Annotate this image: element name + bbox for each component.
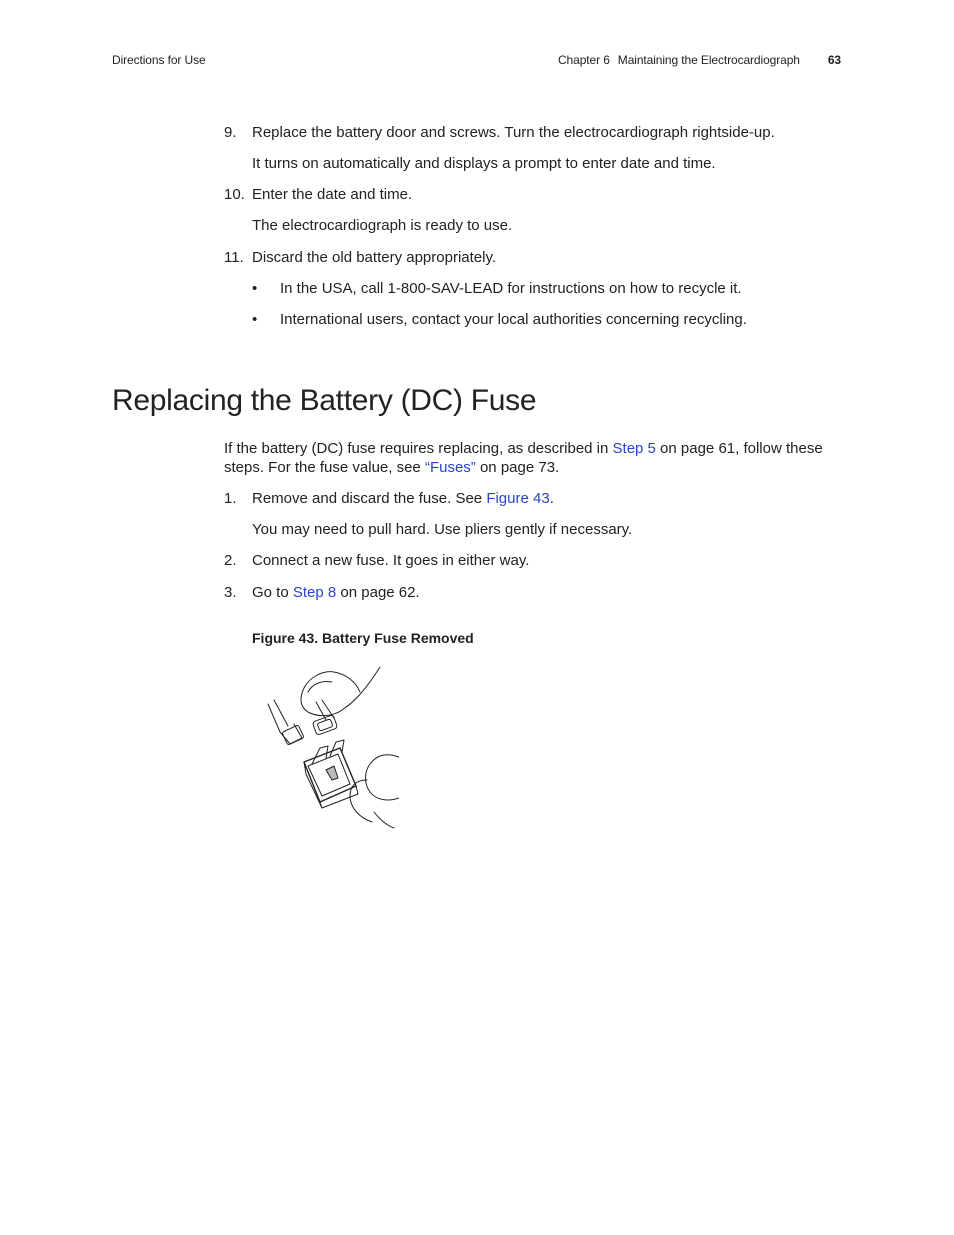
step-number: 10.: [224, 186, 245, 203]
step-10: [224, 185, 412, 204]
step-text-tail: on page 62.: [336, 584, 420, 601]
fuse-step-3: [224, 583, 420, 602]
battery-fuse-illustration: [264, 662, 399, 830]
chapter-number: Chapter 6: [557, 53, 610, 67]
bullet-text: In the USA, call 1-800-SAV-LEAD for instructions on how to recycle it.: [280, 280, 742, 297]
step-9: [224, 123, 775, 142]
intro-paragraph: [224, 439, 844, 477]
running-header-chapter: [558, 53, 841, 67]
fuses-link[interactable]: “Fuses”: [424, 459, 476, 476]
step-5-link[interactable]: Step 5: [612, 440, 656, 457]
step-10-note: The electrocardiograph is ready to use.: [252, 217, 513, 234]
fuse-step-1: [224, 489, 554, 508]
bullet-item: [252, 279, 742, 298]
step-text: Replace the battery door and screws. Turn the electrocardiograph rightside-up.: [252, 124, 775, 141]
step-11: [224, 248, 496, 267]
intro-text: on page 73.: [475, 459, 560, 476]
step-number: 9.: [224, 124, 237, 141]
page-number: 63: [827, 53, 841, 67]
step-text: Discard the old battery appropriately.: [252, 249, 497, 266]
step-text: Enter the date and time.: [252, 186, 413, 203]
intro-text: on page 61, follow these: [655, 440, 823, 457]
figure-caption: Figure 43. Battery Fuse Removed: [252, 630, 474, 646]
step-9-note: It turns on automatically and displays a prompt to enter date and time.: [252, 155, 716, 172]
step-text-tail: .: [549, 490, 554, 507]
step-number: 3.: [224, 584, 237, 601]
figure-43-link[interactable]: Figure 43: [486, 490, 550, 507]
step-text: Remove and discard the fuse. See: [252, 490, 487, 507]
step-number: 11.: [224, 249, 244, 266]
step-8-link[interactable]: Step 8: [292, 584, 337, 601]
step-text: Go to: [252, 584, 293, 601]
fuse-step-1-note: You may need to pull hard. Use pliers gently if necessary.: [252, 521, 633, 538]
bullet-text: International users, contact your local authorities concerning recycling.: [280, 311, 747, 328]
step-number: 2.: [224, 552, 237, 569]
section-heading: Replacing the Battery (DC) Fuse: [112, 384, 537, 417]
chapter-title: Maintaining the Electrocardiograph: [617, 53, 800, 67]
bullet-item: [252, 310, 747, 329]
step-number: 1.: [224, 490, 237, 507]
step-text: Connect a new fuse. It goes in either way.: [252, 552, 530, 569]
intro-text: If the battery (DC) fuse requires replacing, as described in: [224, 440, 613, 457]
running-header-doc-title: Directions for Use: [112, 53, 206, 67]
intro-text: steps. For the fuse value, see: [224, 459, 425, 476]
bullet-marker: •: [252, 311, 258, 328]
fuse-step-2: [224, 551, 529, 570]
bullet-marker: •: [252, 280, 258, 297]
